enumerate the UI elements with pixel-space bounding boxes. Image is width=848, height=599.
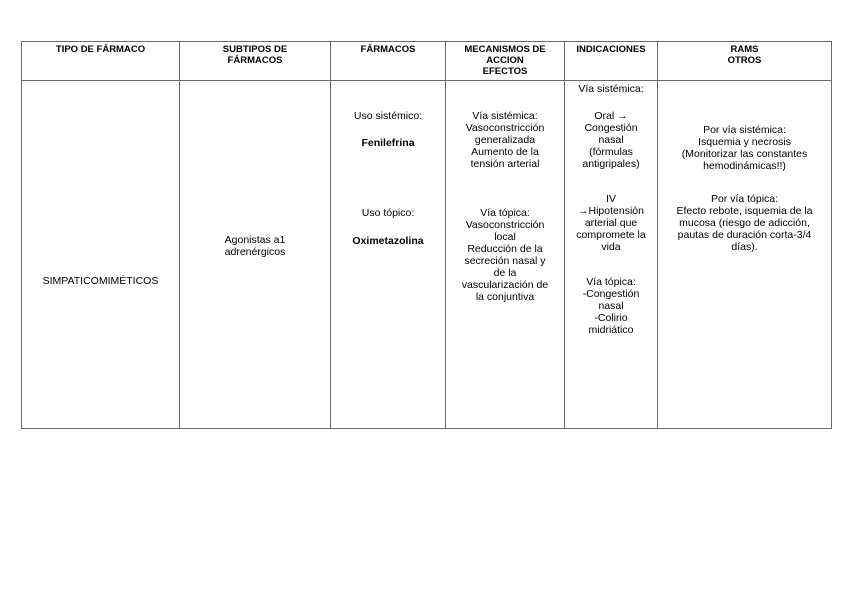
header-mecanismos: MECANISMOS DE ACCION EFECTOS bbox=[446, 42, 565, 81]
oximetazolina-text: Oximetazolina bbox=[352, 235, 424, 247]
indicacion-sistemica: Vía sistémica: bbox=[578, 83, 644, 95]
subtipo-text: Agonistas a1 adrenérgicos bbox=[224, 234, 286, 258]
uso-topico-label: Uso tópico: bbox=[361, 207, 415, 219]
cell-subtipo bbox=[180, 81, 331, 429]
fenilefrina-text: Fenilefrina bbox=[361, 137, 415, 149]
mecanismo-sistemico: Vía sistémica: Vasoconstricción generalizada Aumento de la tensión arterial bbox=[465, 110, 545, 170]
rams-topica: Por vía tópica: Efecto rebote, isquemia de la mucosa (riesgo de adicción, pautas de duración corta-3/4 días). bbox=[676, 193, 813, 253]
uso-sistemico-label: Uso sistémico: bbox=[353, 110, 423, 122]
cell-farmacos bbox=[331, 81, 446, 429]
header-tipo: TIPO DE FÁRMACO bbox=[22, 42, 180, 81]
rams-sistemica: Por vía sistémica: Isquemia y necrosis (Monitorizar las constantes hemodinámicas!!) bbox=[681, 124, 808, 172]
header-subtipos: SUBTIPOS DE FÁRMACOS bbox=[180, 42, 331, 81]
table-row bbox=[22, 81, 832, 429]
mecanismo-topico: Vía tópica: Vasoconstricción local Reducción de la secreción nasal y de la vascularización de la conjuntiva bbox=[461, 207, 549, 303]
tipo-text: SIMPATICOMIMÉTICOS bbox=[42, 275, 159, 287]
cell-tipo bbox=[22, 81, 180, 429]
header-farmacos: FÁRMACOS bbox=[331, 42, 446, 81]
cell-mecanismos bbox=[446, 81, 565, 429]
indicacion-iv: IV →Hipotensión arterial que compromete la vida bbox=[576, 193, 646, 253]
indicacion-oral: Oral → Congestión nasal (fórmulas antigripales) bbox=[582, 110, 640, 170]
header-row bbox=[22, 42, 832, 81]
cell-rams bbox=[658, 81, 832, 429]
header-indicaciones: INDICACIONES bbox=[565, 42, 658, 81]
indicacion-topica: Vía tópica: -Congestión nasal -Colirio midriático bbox=[582, 276, 640, 336]
cell-indicaciones bbox=[565, 81, 658, 429]
drug-table bbox=[21, 41, 832, 429]
header-rams: RAMS OTROS bbox=[658, 42, 832, 81]
